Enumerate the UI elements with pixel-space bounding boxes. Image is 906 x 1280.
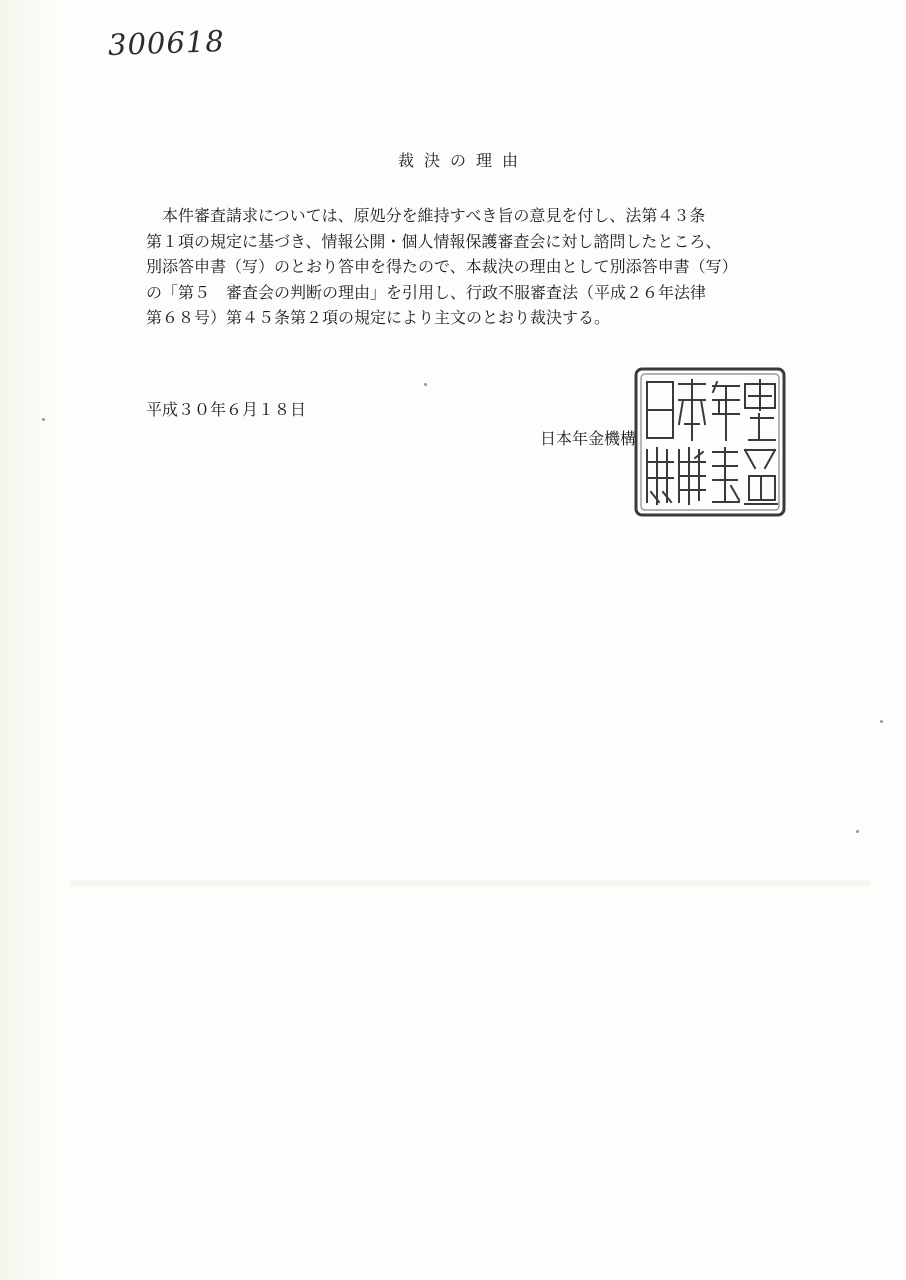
handwritten-document-number: 300618 bbox=[107, 23, 226, 63]
scan-speck bbox=[424, 383, 427, 386]
scan-artifact-line bbox=[70, 878, 870, 888]
organization-name: 日本年金機構 bbox=[540, 429, 637, 448]
official-seal-icon bbox=[633, 366, 787, 518]
body-line: 別添答申書（写）のとおり答申を得たので、本裁決の理由として別添答申書（写） bbox=[146, 257, 738, 276]
body-line: 第６８号）第４５条第２項の規定により主文のとおり裁決する。 bbox=[146, 308, 611, 327]
document-body bbox=[146, 203, 786, 331]
body-line: 第１項の規定に基づき、情報公開・個人情報保護審査会に対し諮問したところ、 bbox=[146, 231, 722, 251]
document-title: 裁決の理由 bbox=[397, 151, 528, 170]
scan-speck bbox=[880, 720, 883, 723]
scan-shadow bbox=[0, 0, 60, 1280]
body-line: 本件審査請求については、原処分を維持すべき旨の意見を付し、法第４３条 bbox=[146, 206, 706, 225]
scan-speck bbox=[856, 830, 859, 833]
scan-speck bbox=[42, 418, 45, 421]
decision-date: 平成３０年６月１８日 bbox=[146, 400, 307, 419]
body-line: の「第５ 審査会の判断の理由」を引用し、行政不服審査法（平成２６年法律 bbox=[146, 282, 707, 302]
